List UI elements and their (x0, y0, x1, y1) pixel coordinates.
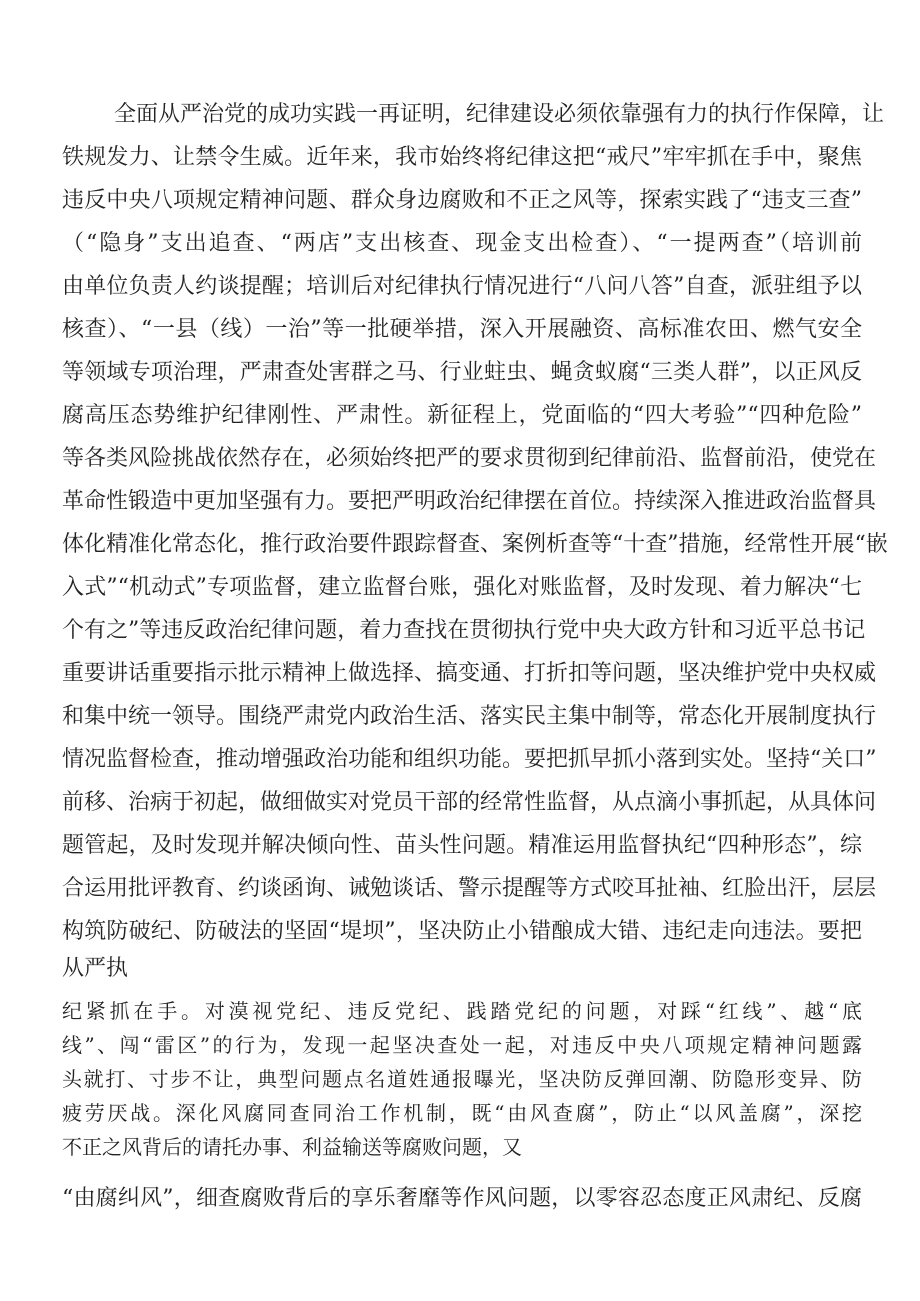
text-line-16: 情况监督检查，推动增强政治功能和组织功能。要把抓早抓小落到实处。坚持“关口” (62, 747, 877, 772)
text-line-27: “由腐纠风”，细查腐败背后的享乐奢靡等作风问题，以零容忍态度正风肃纪、反腐 (62, 1186, 862, 1211)
text-line-15: 和集中统一领导。围绕严肃党内政治生活、落实民主集中制等，常态化开展制度执行 (62, 704, 877, 729)
text-line-25: 疲劳厌战。深化风腐同查同治工作机制，既“由风查腐”，防止“以风盖腐”，深挖 (62, 1101, 862, 1125)
text-line-23: 线”、闯“雷区”的行为，发现一起坚决查处一起，对违反中央八项规定精神问题露 (62, 1033, 862, 1057)
text-line-14: 重要讲话重要指示批示精神上做选择、搞变通、打折扣等问题，坚决维护党中央权威 (62, 661, 877, 686)
text-line-17: 前移、治病于初起，做细做实对党员干部的经常性监督，从点滴小事抓起，从具体问 (62, 790, 877, 815)
text-line-26: 不正之风背后的请托办事、利益输送等腐败问题，又 (62, 1135, 522, 1159)
text-line-19: 合运用批评教育、约谈函询、诫勉谈话、警示提醒等方式咬耳扯袖、红脸出汗，层层 (62, 876, 877, 901)
text-line-13: 个有之”等违反政治纪律问题，着力查找在贯彻执行党中央大政方针和习近平总书记 (62, 618, 866, 643)
text-line-24: 头就打、寸步不让，典型问题点名道姓通报曝光，坚决防反弹回潮、防隐形变异、防 (62, 1067, 862, 1091)
text-line-12: 入式”“机动式”专项监督，建立监督台账，强化对账监督，及时发现、着力解决“七 (62, 575, 862, 600)
text-line-8: 腐高压态势维护纪律刚性、严肃性。新征程上，党面临的“四大考验”“四种危险” (62, 403, 862, 428)
text-line-3: 违反中央八项规定精神问题、群众身边腐败和不正之风等，探索实践了“违支三查” (62, 188, 862, 213)
text-line-5: 由单位负责人约谈提醒；培训后对纪律执行情况进行“八问八答”自查，派驻组予以 (62, 274, 862, 299)
text-line-9: 等各类风险挑战依然存在，必须始终把严的要求贯彻到纪律前沿、监督前沿，使党在 (62, 446, 877, 471)
text-line-4: （“隐身”支出追查、“两店”支出核查、现金支出检查）、“一提两查”（培训前 (62, 231, 862, 256)
text-line-21: 从严执 (62, 956, 129, 981)
text-line-11: 体化精准化常态化，推行政治要件跟踪督查、案例析查等“十查”措施，经常性开展“嵌 (62, 532, 888, 557)
text-line-10: 革命性锻造中更加坚强有力。要把严明政治纪律摆在首位。持续深入推进政治监督具 (62, 489, 877, 514)
text-line-1: 全面从严治党的成功实践一再证明，纪律建设必须依靠强有力的执行作保障，让 (114, 102, 885, 127)
text-line-6: 核查）、“一县（线）一治”等一批硬举措，深入开展融资、高标准农田、燃气安全 (62, 317, 862, 342)
text-line-7: 等领域专项治理，严肃查处害群之马、行业蛀虫、蝇贪蚁腐“三类人群”，以正风反 (62, 360, 862, 385)
text-line-18: 题管起，及时发现并解决倾向性、苗头性问题。精准运用监督执纪“四种形态”，综 (62, 833, 862, 858)
text-line-22: 纪紧抓在手。对漠视党纪、违反党纪、践踏党纪的问题，对踩“红线”、越“底 (62, 999, 862, 1023)
text-line-2: 铁规发力、让禁令生威。近年来，我市始终将纪律这把“戒尺”牢牢抓在手中，聚焦 (62, 145, 862, 170)
text-line-20: 构筑防破纪、防破法的坚固“堤坝”，坚决防止小错酿成大错、违纪走向违法。要把 (62, 919, 862, 944)
